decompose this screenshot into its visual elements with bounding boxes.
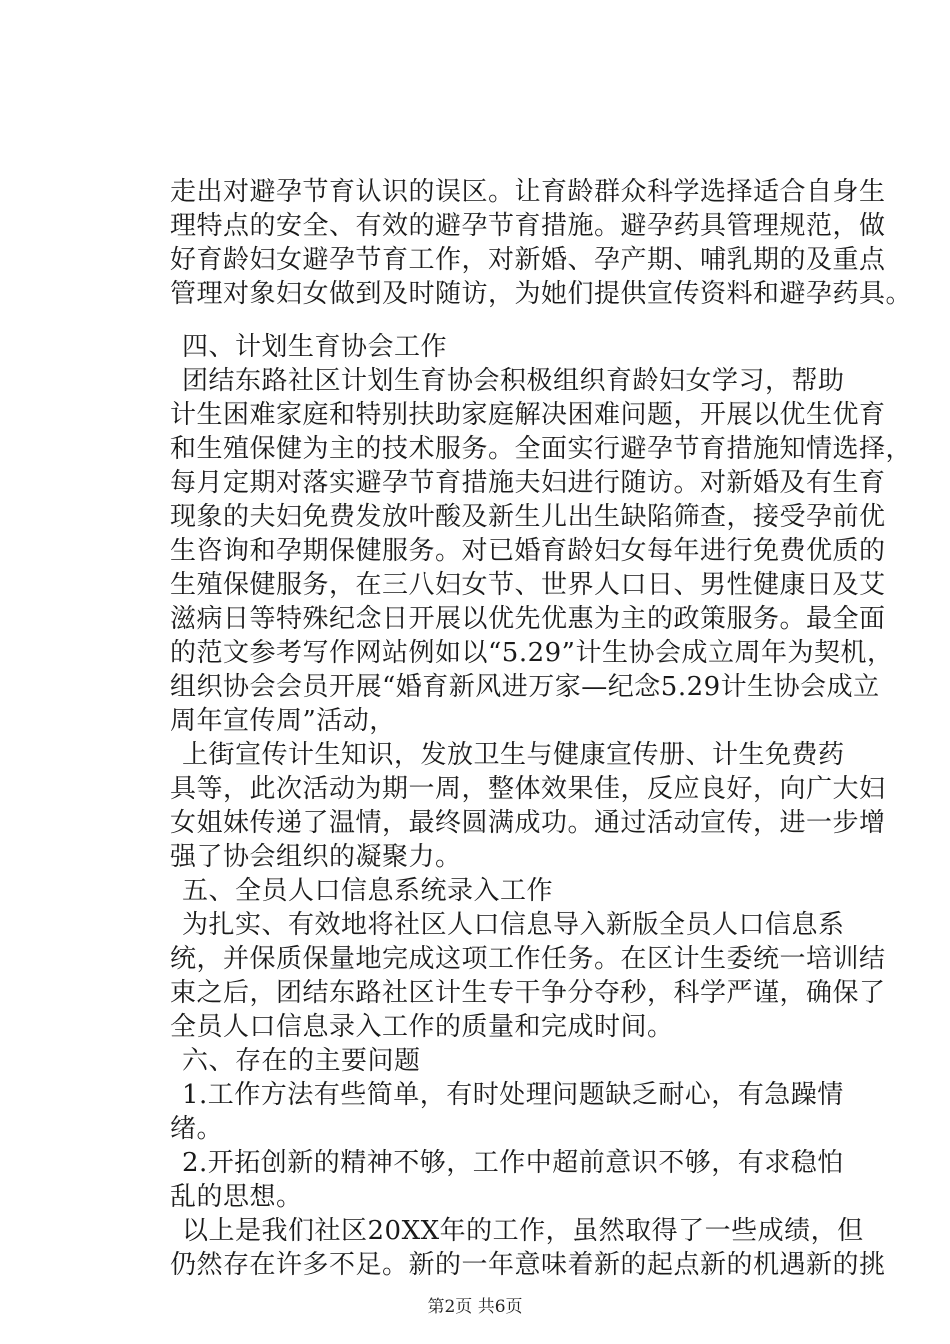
text-line: 生咨询和孕期保健服务。对已婚育龄妇女每年进行免费优质的: [170, 536, 886, 566]
section-heading: 五、全员人口信息系统录入工作: [182, 876, 554, 906]
text-line: 上街宣传计生知识，发放卫生与健康宣传册、计生免费药: [182, 740, 845, 770]
text-line: 计生困难家庭和特别扶助家庭解决困难问题，开展以优生优育: [170, 400, 886, 430]
text-line: 束之后，团结东路社区计生专干争分夺秒，科学严谨，确保了: [170, 978, 886, 1008]
text-line: 全员人口信息录入工作的质量和完成时间。: [170, 1012, 674, 1042]
text-line: 每月定期对落实避孕节育措施夫妇进行随访。对新婚及有生育: [170, 468, 886, 498]
text-line: 走出对避孕节育认识的误区。让育龄群众科学选择适合自身生: [170, 177, 886, 207]
text-line: 团结东路社区计划生育协会积极组织育龄妇女学习，帮助: [182, 366, 845, 396]
text-line: 和生殖保健为主的技术服务。全面实行避孕节育措施知情选择，: [170, 434, 913, 464]
text-line: 生殖保健服务，在三八妇女节、世界人口日、男性健康日及艾: [170, 570, 886, 600]
text-line: 滋病日等特殊纪念日开展以优先优惠为主的政策服务。最全面: [170, 604, 886, 634]
text-line: 乱的思想。: [170, 1182, 303, 1212]
text-line: 的范文参考写作网站例如以“5.29”计生协会成立周年为契机，: [170, 638, 894, 668]
text-line: 理特点的安全、有效的避孕节育措施。避孕药具管理规范，做: [170, 211, 886, 241]
text-line: 仍然存在许多不足。新的一年意味着新的起点新的机遇新的挑: [170, 1250, 886, 1280]
section-heading: 四、计划生育协会工作: [182, 332, 448, 362]
text-line: 1.工作方法有些简单，有时处理问题缺乏耐心，有急躁情: [182, 1080, 844, 1110]
text-line: 为扎实、有效地将社区人口信息导入新版全员人口信息系: [182, 910, 845, 940]
text-line: 女姐妹传递了温情，最终圆满成功。通过活动宣传，进一步增: [170, 808, 886, 838]
text-line: 管理对象妇女做到及时随访，为她们提供宣传资料和避孕药具。: [170, 279, 913, 309]
text-line: 以上是我们社区20XX年的工作，虽然取得了一些成绩，但: [182, 1216, 864, 1246]
text-line: 2.开拓创新的精神不够，工作中超前意识不够，有求稳怕: [182, 1148, 844, 1178]
text-line: 统，并保质保量地完成这项工作任务。在区计生委统一培训结: [170, 944, 886, 974]
text-line: 具等，此次活动为期一周，整体效果佳，反应良好，向广大妇: [170, 774, 886, 804]
text-line: 绪。: [170, 1114, 224, 1144]
text-line: 组织协会会员开展“婚育新风进万家—纪念5.29计生协会成立: [170, 672, 880, 702]
text-line: 强了协会组织的凝聚力。: [170, 842, 462, 872]
page-number-footer: 第2页 共6页: [427, 1297, 523, 1317]
section-heading: 六、存在的主要问题: [182, 1046, 421, 1076]
text-line: 好育龄妇女避孕节育工作，对新婚、孕产期、哺乳期的及重点: [170, 245, 886, 275]
text-line: 现象的夫妇免费发放叶酸及新生儿出生缺陷筛查，接受孕前优: [170, 502, 886, 532]
text-line: 周年宣传周”活动，: [170, 706, 396, 736]
